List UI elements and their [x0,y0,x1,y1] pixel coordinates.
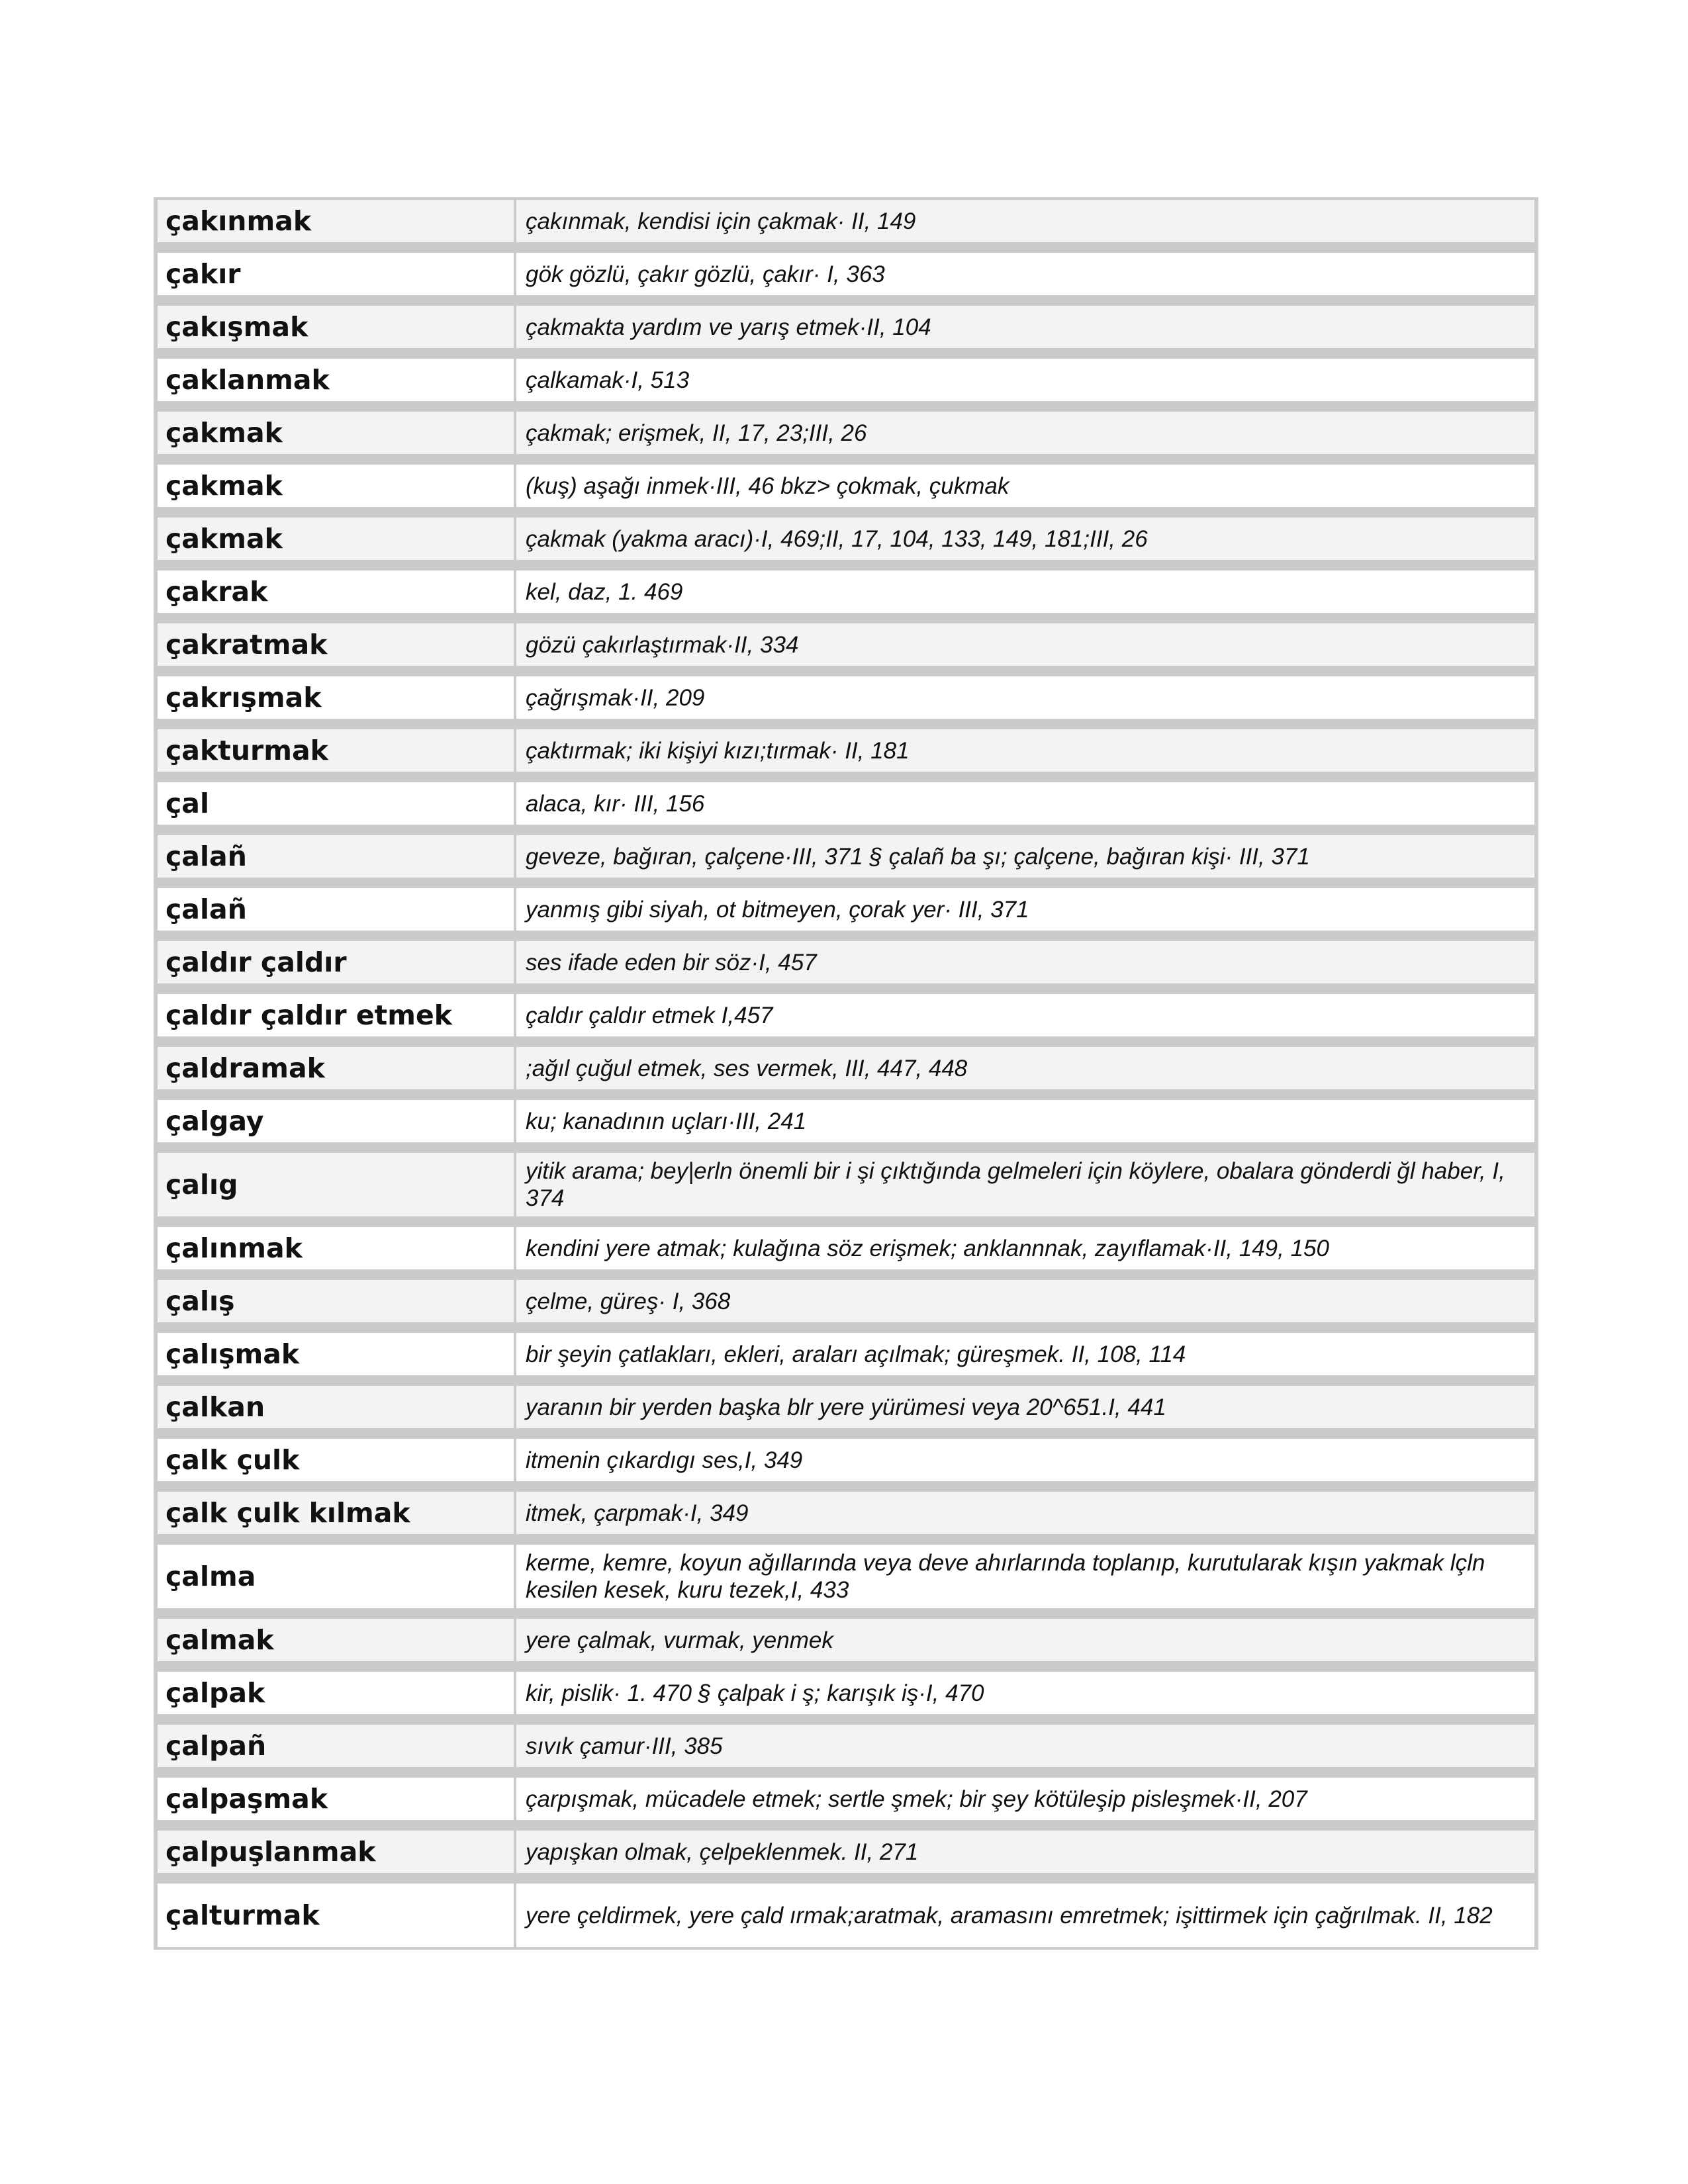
entry-term: çalma [158,1545,514,1608]
table-row [158,1333,1534,1375]
table-row [158,1831,1534,1873]
entry-term: çalpak [158,1672,514,1714]
entry-definition: çakmak; erişmek, II, 17, 23;III, 26 [516,412,1534,454]
table-row [158,359,1534,401]
entry-term: çaldır çaldır etmek [158,994,514,1036]
entry-term: çaldramak [158,1047,514,1089]
entry-definition: yaranın bir yerden başka blr yere yürümesi veya 20^651.I, 441 [516,1386,1534,1428]
table-row [158,623,1534,666]
table-row [158,729,1534,772]
entry-definition: bir şeyin çatlakları, ekleri, araları açılmak; güreşmek. II, 108, 114 [516,1333,1534,1375]
table-row [158,1778,1534,1820]
table-row [158,1619,1534,1661]
table-row [158,1100,1534,1142]
entry-definition: çarpışmak, mücadele etmek; sertle şmek; bir şey kötüleşip pisleşmek·II, 207 [516,1778,1534,1820]
entry-definition: çağrışmak·II, 209 [516,676,1534,719]
entry-term: çalpaşmak [158,1778,514,1820]
entry-term: çalk çulk kılmak [158,1492,514,1534]
table-row [158,306,1534,348]
entry-definition: ses ifade eden bir söz·I, 457 [516,941,1534,983]
table-row [158,994,1534,1036]
entry-definition: gök gözlü, çakır gözlü, çakır· I, 363 [516,253,1534,295]
entry-term: çalınmak [158,1227,514,1269]
entry-definition: yanmış gibi siyah, ot bitmeyen, çorak yer· III, 371 [516,888,1534,931]
entry-term: çaldır çaldır [158,941,514,983]
table-row [158,1280,1534,1322]
table-row [158,1884,1534,1947]
entry-term: çalmak [158,1619,514,1661]
entry-term: çalañ [158,888,514,931]
entry-term: çalgay [158,1100,514,1142]
entry-term: çalış [158,1280,514,1322]
entry-definition: kel, daz, 1. 469 [516,570,1534,613]
entry-definition: kerme, kemre, koyun ağıllarında veya deve ahırlarında toplanıp, kurutularak kışın yakmak lçln kesilen kesek, kuru tezek,I, 433 [516,1545,1534,1608]
entry-definition: ku; kanadının uçları·III, 241 [516,1100,1534,1142]
table-row [158,200,1534,242]
entry-definition: yitik arama; bey|erln önemli bir i şi çıktığında gelmeleri için köylere, obalara gönderdi ğl haber, I, 374 [516,1153,1534,1216]
entry-definition: çakınmak, kendisi için çakmak· II, 149 [516,200,1534,242]
table-row [158,253,1534,295]
entry-term: çalışmak [158,1333,514,1375]
entry-term: çakrışmak [158,676,514,719]
entry-definition: yere çalmak, vurmak, yenmek [516,1619,1534,1661]
table-row [158,676,1534,719]
entry-term: çalpuşlanmak [158,1831,514,1873]
entry-term: çalturmak [158,1884,514,1947]
entry-term: çakratmak [158,623,514,666]
entry-term: çalıg [158,1153,514,1216]
entry-definition: sıvık çamur·III, 385 [516,1725,1534,1767]
entry-term: çakturmak [158,729,514,772]
entry-term: çakmak [158,465,514,507]
entry-term: çal [158,782,514,825]
table-row [158,888,1534,931]
table-row [158,1492,1534,1534]
entry-definition: çaktırmak; iki kişiyi kızı;tırmak· II, 181 [516,729,1534,772]
entry-definition: geveze, bağıran, çalçene·III, 371 § çalañ ba şı; çalçene, bağıran kişi· III, 371 [516,835,1534,878]
dictionary-table [154,197,1538,1950]
entry-definition: itmenin çıkardıgı ses,I, 349 [516,1439,1534,1481]
table-row [158,1725,1534,1767]
entry-definition: gözü çakırlaştırmak·II, 334 [516,623,1534,666]
entry-definition: kendini yere atmak; kulağına söz erişmek; anklannnak, zayıflamak·II, 149, 150 [516,1227,1534,1269]
entry-definition: çalkamak·I, 513 [516,359,1534,401]
entry-term: çalpañ [158,1725,514,1767]
entry-term: çakmak [158,518,514,560]
table-row [158,1386,1534,1428]
entry-definition: yere çeldirmek, yere çald ırmak;aratmak, aramasını emretmek; işittirmek için çağrılmak. II, 182 [516,1884,1534,1947]
entry-definition: çelme, güreş· I, 368 [516,1280,1534,1322]
entry-term: çakışmak [158,306,514,348]
table-row [158,412,1534,454]
entry-term: çakrak [158,570,514,613]
entry-definition: çakmakta yardım ve yarış etmek·II, 104 [516,306,1534,348]
table-row [158,1227,1534,1269]
table-row [158,518,1534,560]
table-row [158,1047,1534,1089]
entry-definition: alaca, kır· III, 156 [516,782,1534,825]
table-row [158,941,1534,983]
table-row [158,1153,1534,1216]
entry-definition: (kuş) aşağı inmek·III, 46 bkz> çokmak, çukmak [516,465,1534,507]
entry-term: çaklanmak [158,359,514,401]
table-row [158,570,1534,613]
table-row [158,1672,1534,1714]
entry-definition: çakmak (yakma aracı)·I, 469;II, 17, 104, 133, 149, 181;III, 26 [516,518,1534,560]
entry-definition: yapışkan olmak, çelpeklenmek. II, 271 [516,1831,1534,1873]
table-row [158,782,1534,825]
entry-term: çakmak [158,412,514,454]
entry-term: çakınmak [158,200,514,242]
entry-term: çalkan [158,1386,514,1428]
entry-term: çalk çulk [158,1439,514,1481]
table-row [158,1545,1534,1608]
table-row [158,835,1534,878]
table-row [158,1439,1534,1481]
entry-term: çakır [158,253,514,295]
entry-term: çalañ [158,835,514,878]
entry-definition: itmek, çarpmak·I, 349 [516,1492,1534,1534]
table-row [158,465,1534,507]
entry-definition: ;ağıl çuğul etmek, ses vermek, III, 447, 448 [516,1047,1534,1089]
entry-definition: çaldır çaldır etmek I,457 [516,994,1534,1036]
entry-definition: kir, pislik· 1. 470 § çalpak i ş; karışık iş·I, 470 [516,1672,1534,1714]
